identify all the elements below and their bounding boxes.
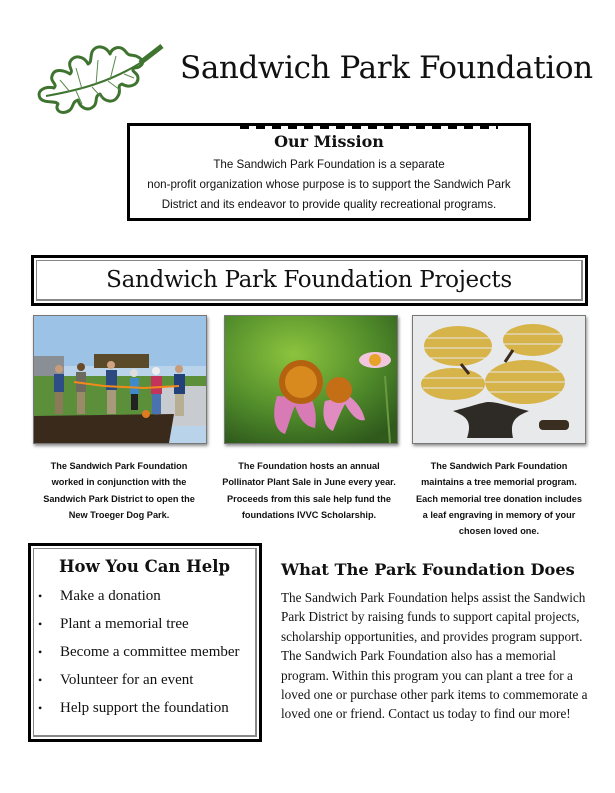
does-heading: What The Park Foundation Does: [281, 560, 575, 579]
list-item-text: Become a committee member: [60, 644, 240, 660]
list-item: [38, 582, 255, 610]
bullet-icon: •: [38, 645, 43, 659]
caption-line: maintains a tree memorial program.: [421, 477, 577, 488]
help-box-inner: [33, 548, 257, 737]
what-foundation-does-section: [281, 560, 601, 724]
caption-line: Pollinator Plant Sale in June every year.: [222, 477, 396, 488]
caption-line: Sandwich Park District to open the: [43, 493, 195, 504]
mission-line: District and its endeavor to provide quality recreational programs.: [161, 198, 497, 211]
coneflower-photo: [224, 315, 398, 444]
bullet-icon: •: [38, 673, 43, 687]
page-title: Sandwich Park Foundation: [180, 50, 593, 86]
list-item: [38, 638, 255, 666]
bullet-icon: •: [38, 701, 43, 715]
caption-line: The Sandwich Park Foundation: [50, 461, 188, 471]
project-caption: [214, 458, 404, 523]
list-item-text: Help support the foundation: [60, 700, 229, 716]
caption-line: Each memorial tree donation includes: [416, 493, 582, 504]
dog-park-ribbon-cutting-photo: [33, 315, 207, 444]
mission-box: [127, 123, 531, 221]
list-item-text: Plant a memorial tree: [60, 616, 189, 632]
project-caption: [24, 458, 214, 523]
projects-heading-inner: [36, 260, 583, 301]
projects-heading-box: [31, 255, 588, 306]
project-caption: [404, 458, 594, 539]
oak-leaf-icon: [30, 38, 170, 116]
list-item-text: Volunteer for an event: [60, 672, 194, 688]
list-item-text: Make a donation: [60, 588, 161, 604]
bullet-icon: •: [38, 589, 43, 603]
caption-line: New Troeger Dog Park.: [68, 509, 170, 520]
decorative-dashes: [240, 126, 498, 129]
list-item: [38, 610, 255, 638]
help-list: [34, 582, 255, 722]
list-item: [38, 694, 255, 722]
bullet-icon: •: [38, 617, 43, 631]
does-body: The Sandwich Park Foundation helps assist the Sandwich Park District by raising funds to support capital projects, scholarship opportunities, and provides program support. The Sandwich Park Foundation also has a memorial program. Within this program you can plant a tree for a loved one or purchase other park items to commemorate a loved one or friend. Contact us today to find our more!: [281, 590, 588, 722]
projects-heading: Sandwich Park Foundation Projects: [106, 267, 512, 293]
caption-line: a leaf engraving in memory of your: [422, 509, 576, 520]
caption-line: Proceeds from this sale help fund the: [227, 493, 391, 504]
caption-line: foundations IVVC Scholarship.: [241, 509, 377, 520]
mission-line: The Sandwich Park Foundation is a separate: [213, 158, 445, 171]
caption-line: worked in conjunction with the: [51, 477, 187, 488]
memorial-tree-photo: [412, 315, 586, 444]
mission-line: non-profit organization whose purpose is to support the Sandwich Park: [147, 178, 511, 191]
mission-heading: Our Mission: [274, 132, 384, 151]
caption-line: The Sandwich Park Foundation: [430, 461, 568, 471]
caption-line: chosen loved one.: [458, 526, 540, 537]
how-you-can-help-box: [28, 543, 262, 742]
caption-line: The Foundation hosts an annual: [238, 461, 380, 471]
list-item: [38, 666, 255, 694]
help-heading: How You Can Help: [58, 557, 231, 576]
